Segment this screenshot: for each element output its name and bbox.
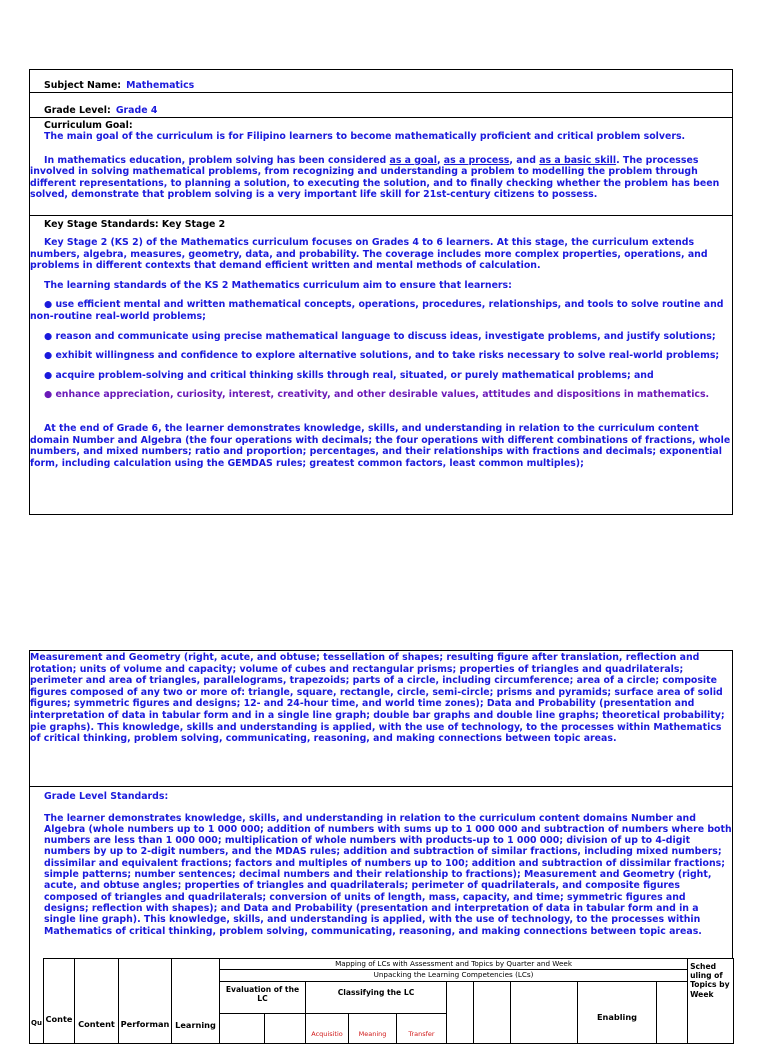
curriculum-table-top: [29, 69, 733, 515]
grade-level-standards-row: [30, 787, 732, 960]
key-stage-label: Key Stage Standards: Key Stage 2: [44, 219, 226, 230]
performance-standard-header: Performan: [120, 1019, 170, 1029]
text-span: . The processes involved in solving mathematical problems, from recognizing and understanding a problem to modelling the problem through different representations, to planning a solution, to executing the solution, and to finally checking whether the problem has been solved, demonstrate that problem solving is a very important life skill for 21st-century citizens to possess.: [30, 154, 720, 201]
underlined-text: as a goal: [389, 154, 437, 166]
standard-bullet: ● reason and communicate using precise mathematical language to discuss ideas, investigate problems, and justify solutions;: [44, 330, 716, 342]
curriculum-goal-row: [30, 118, 732, 216]
learning-standards-intro: The learning standards of the KS 2 Mathematics curriculum aim to ensure that learners:: [44, 279, 512, 291]
text-span: In mathematics education, problem solving has been considered: [44, 154, 390, 166]
subject-label: Subject Name:: [44, 80, 122, 91]
lc-mapping-table: [29, 958, 734, 1044]
quarter-header: Qu: [31, 1018, 42, 1027]
learning-competency-header: Learning: [175, 1020, 216, 1030]
grade-6-outcome: At the end of Grade 6, the learner demonstrates knowledge, skills, and understanding in relation to the curriculum content domain Number and Algebra (the four operations with decimals; the four operations with different combinations of fractions, whole numbers, and mixed numbers; ratio and proportion; percentages, and their relationships with fractions and decimals; exponential form, including calculation using the GEMDAS rules; greatest common factors, least common multiples);: [30, 422, 731, 469]
subject-row: [30, 70, 732, 93]
curriculum-goal-label: Curriculum Goal:: [44, 120, 133, 131]
mapping-subtitle: Unpacking the Learning Competencies (LCs): [220, 970, 688, 982]
transfer-header: Transfer: [408, 1030, 435, 1038]
curriculum-goal-text: The main goal of the curriculum is for Filipino learners to become mathematically proficient and critical problem solvers.: [44, 131, 686, 142]
content-header: Conte: [45, 1014, 73, 1024]
text-span: ,: [436, 154, 444, 166]
standard-bullet: ● enhance appreciation, curiosity, interest, creativity, and other desirable values, attitudes and dispositions in mathematics.: [44, 389, 710, 401]
key-stage-intro: Key Stage 2 (KS 2) of the Mathematics curriculum focuses on Grades 4 to 6 learners. At this stage, the curriculum extends numbers, algebra, measures, geometry, data, and probability. The coverage includes more complex properties, operations, and problems in different contexts that demand efficient written and mental methods of calculation.: [30, 237, 708, 272]
problem-solving-text: [30, 155, 732, 201]
grade-value: Grade 4: [115, 105, 158, 116]
grade-row: [30, 93, 732, 118]
standard-bullet: ● exhibit willingness and confidence to explore alternative solutions, and to take risks necessary to solve real-world problems;: [44, 350, 720, 362]
grade-level-standards-label: Grade Level Standards:: [44, 791, 169, 802]
evaluation-header: Evaluation of the LC: [220, 982, 306, 1014]
continuation-text: Measurement and Geometry (right, acute, and obtuse; tessellation of shapes; resulting figure after translation, reflection and rotation; units of volume and capacity; volume of cubes and rectangular prisms; properties of triangles and quadrilaterals; perimeter and area of triangles, parallelograms, trapezoids; parts of a circle, including circumference; area of a circle; composite figures composed of any two or more of: triangle, square, rectangle, circle, semi-circle; prisms and pyramids; surface area of solid figures; symmetric figures and designs; 12- and 24-hour time, and world time zones); Data and Probability (presentation and interpretation of data in tabular form and in a single line graph; double bar graphs and double line graphs; theoretical probability; pie graphs). This knowledge, skills and understanding is applied, with the use of technology, to the processes within Mathematics of critical thinking, problem solving, communicating, reasoning, and making connections between topic areas.: [30, 652, 725, 745]
grade-level-standards-text: The learner demonstrates knowledge, skills, and understanding in relation to the curriculum content domains Number and Algebra (whole numbers up to 1 000 000; addition of numbers with sums up to 1 000 000 and subtraction of numbers where both numbers are less than 1 000 000; multiplication of whole numbers with products-up to 1 000 000; division of up to 4-digit numbers by up to 2-digit numbers, and the MDAS rules; addition and subtraction of similar fractions, including mixed numbers; dissimilar and equivalent fractions; factors and multiples of numbers up to 100; addition and subtraction of dissimilar fractions; simple patterns; number sentences; decimal numbers and their relationship to fractions); Measurement and Geometry (right, acute, and obtuse angles; properties of triangles and quadrilaterals; perimeter of quadrilaterals, and composite figures composed of triangles and quadrilaterals; conversion of units of length, mass, capacity, and time; symmetric figures and designs; reflection with shapes); and Data and Probability (presentation and interpretation of data in tabular form and in a single line graph). This knowledge, skills, and understanding is applied, with the use of technology, to the processes within Mathematics of critical thinking, problem solving, communicating, reasoning, and making connections between topic areas.: [44, 812, 732, 937]
classifying-header: Classifying the LC: [306, 982, 447, 1014]
mapping-title: Mapping of LCs with Assessment and Topics by Quarter and Week: [220, 959, 688, 970]
key-stage-row: [30, 216, 732, 514]
text-span: , and: [509, 154, 540, 166]
subject-value: Mathematics: [126, 80, 195, 91]
continuation-row: [30, 651, 732, 787]
grade-label: Grade Level:: [44, 105, 111, 116]
standard-bullet: ● acquire problem-solving and critical thinking skills through real, situated, or purely mathematical problems; and: [44, 369, 654, 381]
scheduling-header: Sched uling of Topics by Week: [690, 962, 730, 999]
curriculum-table-bottom: [29, 650, 733, 959]
underlined-text: as a process: [443, 154, 510, 166]
content-standard-header: Content: [78, 1019, 115, 1029]
acquisition-header: Acquisitio: [311, 1030, 343, 1038]
underlined-text: as a basic skill: [539, 154, 617, 166]
standard-bullet: ● use efficient mental and written mathematical concepts, operations, procedures, relationships, and tools to solve routine and non-routine real-world problems;: [30, 299, 724, 322]
enabling-header: Enabling: [596, 1012, 638, 1022]
meaning-header: Meaning: [358, 1030, 387, 1038]
